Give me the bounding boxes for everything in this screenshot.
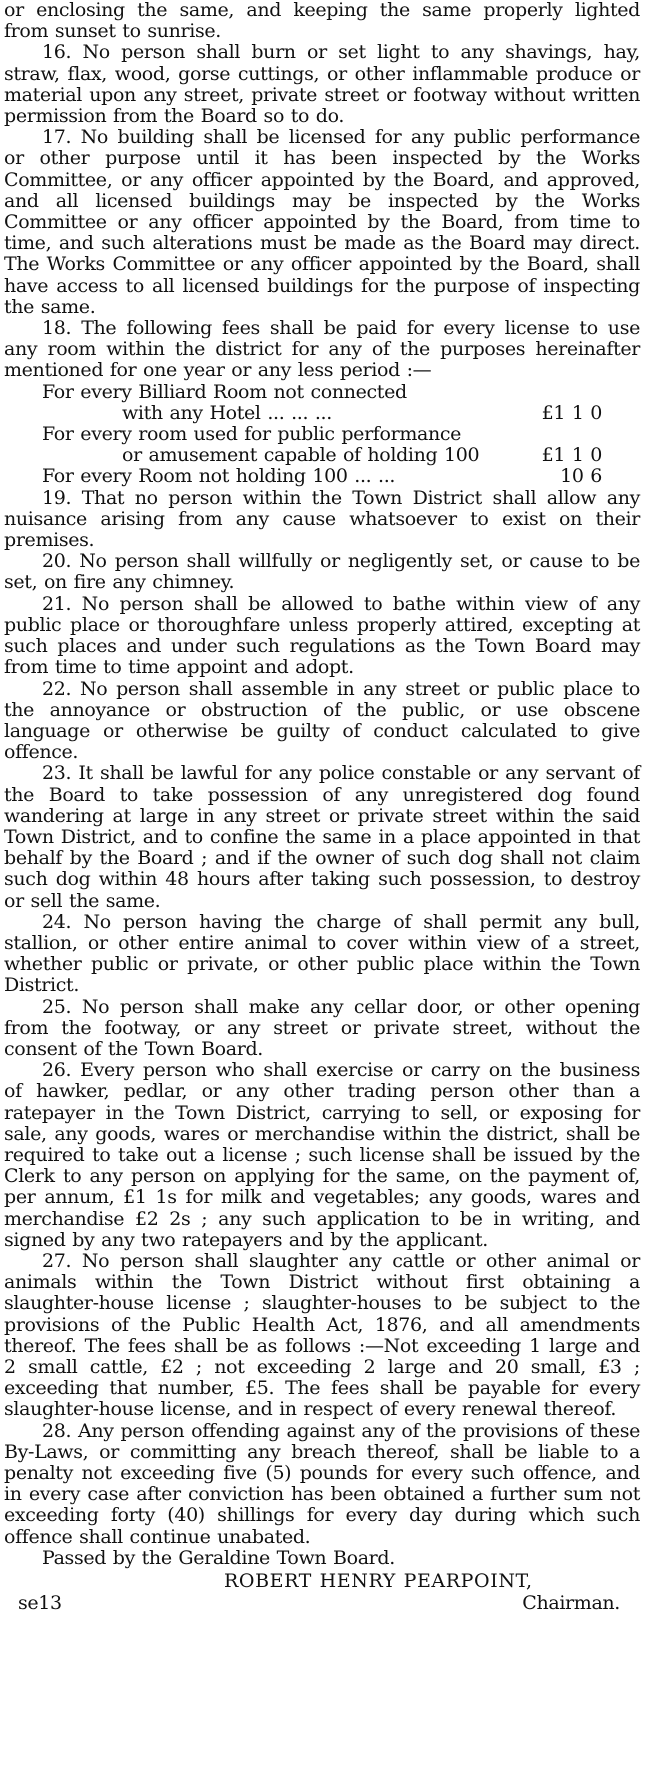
clause-26 [4, 1060, 640, 1251]
fee-row [42, 382, 602, 403]
fee-description-continued: or amusement capable of holding 100 [122, 445, 480, 467]
clause-number: 24. [42, 910, 72, 933]
clause-text: No person shall make any cellar door, or other opening from the footway, or any street or private street, without the consent of the Town Board. [4, 995, 640, 1060]
opening-fragment: or enclosing the same, and keeping the same properly lighted from sunset to sunrise. [4, 0, 640, 43]
clause-number: 26. [42, 1059, 72, 1082]
clause-text: That no person within the Town District shall allow any nuisance arising from any cause whatsoever to exist on their premises. [4, 486, 640, 552]
clause-text: It shall be lawful for any police constable or any servant of the Board to take possession of any unregistered dog found wandering at large in any street or private street within the said Town District, and to confine the same in a place appointed in that behalf by the Board ; and if the owner of such dog shall not claim such dog within 48 hours after taking such possession, to destroy or sell the same. [4, 762, 640, 912]
clause-number: 17. [42, 126, 72, 149]
fee-schedule [4, 382, 640, 488]
clause-23 [4, 763, 640, 911]
signer-title: Chairman. [522, 1592, 620, 1615]
clause-number: 22. [42, 677, 72, 700]
clause-19 [4, 488, 640, 552]
signature-block [4, 1571, 640, 1615]
clause-text: No person shall willfully or negligently set, or cause to be set, on fire any chimney. [4, 550, 640, 594]
clause-number: 16. [42, 41, 72, 64]
clause-16 [4, 42, 640, 127]
clause-27 [4, 1251, 640, 1421]
clause-number: 19. [42, 486, 72, 509]
clause-text: No person shall be allowed to bathe within view of any public place or thoroughfare unless properly attired, excepting at such places and under such regulations as the Town Board may from time to time appoint and adopt. [4, 592, 640, 679]
fee-description-continued: with any Hotel ... ... ... [122, 402, 332, 424]
fee-row [42, 403, 602, 424]
clause-number: 20. [42, 550, 72, 573]
clause-20 [4, 551, 640, 593]
clause-number: 27. [42, 1249, 72, 1272]
clause-17 [4, 127, 640, 318]
clause-25 [4, 997, 640, 1061]
clause-text: The following fees shall be paid for every license to use any room within the district for any of the purposes hereinafter mentioned for one year or any less period :— [4, 317, 640, 382]
clause-21 [4, 594, 640, 679]
clause-number: 21. [42, 592, 72, 615]
fee-amount: £1 1 0 [541, 401, 602, 424]
clause-text: No person shall burn or set light to any shavings, hay, straw, flax, wood, gorse cuttings, or other inflammable produce or material upon any street, private street or footway without written permission from the Board so to do. [4, 41, 640, 128]
clause-28 [4, 1421, 640, 1548]
clause-text: No building shall be licensed for any public performance or other purpose until it has been inspected by the Works Committee, or any officer appointed by the Board, and approved, and all licensed buildings may be inspected by the Works Committee or any officer appointed by the Board, from time to time, and such alterations must be made as the Board may direct. The Works Committee or any officer appointed by the Board, shall have access to all licensed buildings for the purpose of inspecting the same. [4, 126, 640, 318]
fee-amount: 10 6 [560, 465, 602, 488]
signer-name: ROBERT HENRY PEARPOINT, [224, 1570, 533, 1593]
clause-number: 28. [42, 1419, 72, 1442]
passed-by-line: Passed by the Geraldine Town Board. [42, 1546, 395, 1569]
fee-description: For every Billiard Room not connected [42, 381, 407, 403]
fee-description: For every room used for public performance [42, 424, 462, 446]
fee-amount: £1 1 0 [541, 444, 602, 467]
fee-row [42, 424, 602, 445]
fee-row [42, 466, 602, 487]
clause-22 [4, 679, 640, 764]
clause-number: 18. [42, 317, 72, 340]
clause-text: No person having the charge of shall permit any bull, stallion, or other entire animal to cover within view of a street, whether public or private, or other public place within the Town District. [4, 910, 640, 997]
clause-24 [4, 912, 640, 997]
clause-number: 25. [42, 995, 72, 1018]
clause-number: 23. [42, 762, 72, 785]
clause-text: Every person who shall exercise or carry on the business of hawker, pedlar, or any other trading person other than a ratepayer in the Town District, carrying to sell, or exposing for sale, any goods, wares or merchandise within the district, shall be required to take out a license ; such license shall be issued by the Clerk to any person on applying for the same, on the payment of, per annum, £1 1s for milk and vegetables; any goods, wares and merchandise £2 2s ; any such application to be in writing, and signed by any two ratepayers and by the applicant. [4, 1059, 640, 1251]
clause-18 [4, 318, 640, 382]
clause-text: No person shall slaughter any cattle or other animal or animals within the Town District without first obtaining a slaughter-house license ; slaughter-houses to be subject to the provisions of the Public Health Act, 1876, and all amendments thereof. The fees shall be as follows :—Not exceeding 1 large and 2 small cattle, £2 ; not exceeding 2 large and 20 small, £3 ; exceeding that number, £5. The fees shall be payable for every slaughter-house license, and in respect of every renewal thereof. [4, 1249, 640, 1421]
fee-row [42, 445, 602, 466]
reference-code: se13 [18, 1592, 62, 1615]
clause-text: No person shall assemble in any street or public place to the annoyance or obstruction of the public, or use obscene language or otherwise be guilty of conduct calculated to give offence. [4, 677, 640, 764]
fee-description: For every Room not holding 100 ... ... [42, 466, 396, 488]
clause-text: Any person offending against any of the provisions of these By-Laws, or committing any breach thereof, shall be liable to a penalty not exceeding five (5) pounds for every such offence, and in every case after conviction has been obtained a further sum not exceeding forty (40) shillings for every day during which such offence shall continue unabated. [4, 1419, 640, 1548]
